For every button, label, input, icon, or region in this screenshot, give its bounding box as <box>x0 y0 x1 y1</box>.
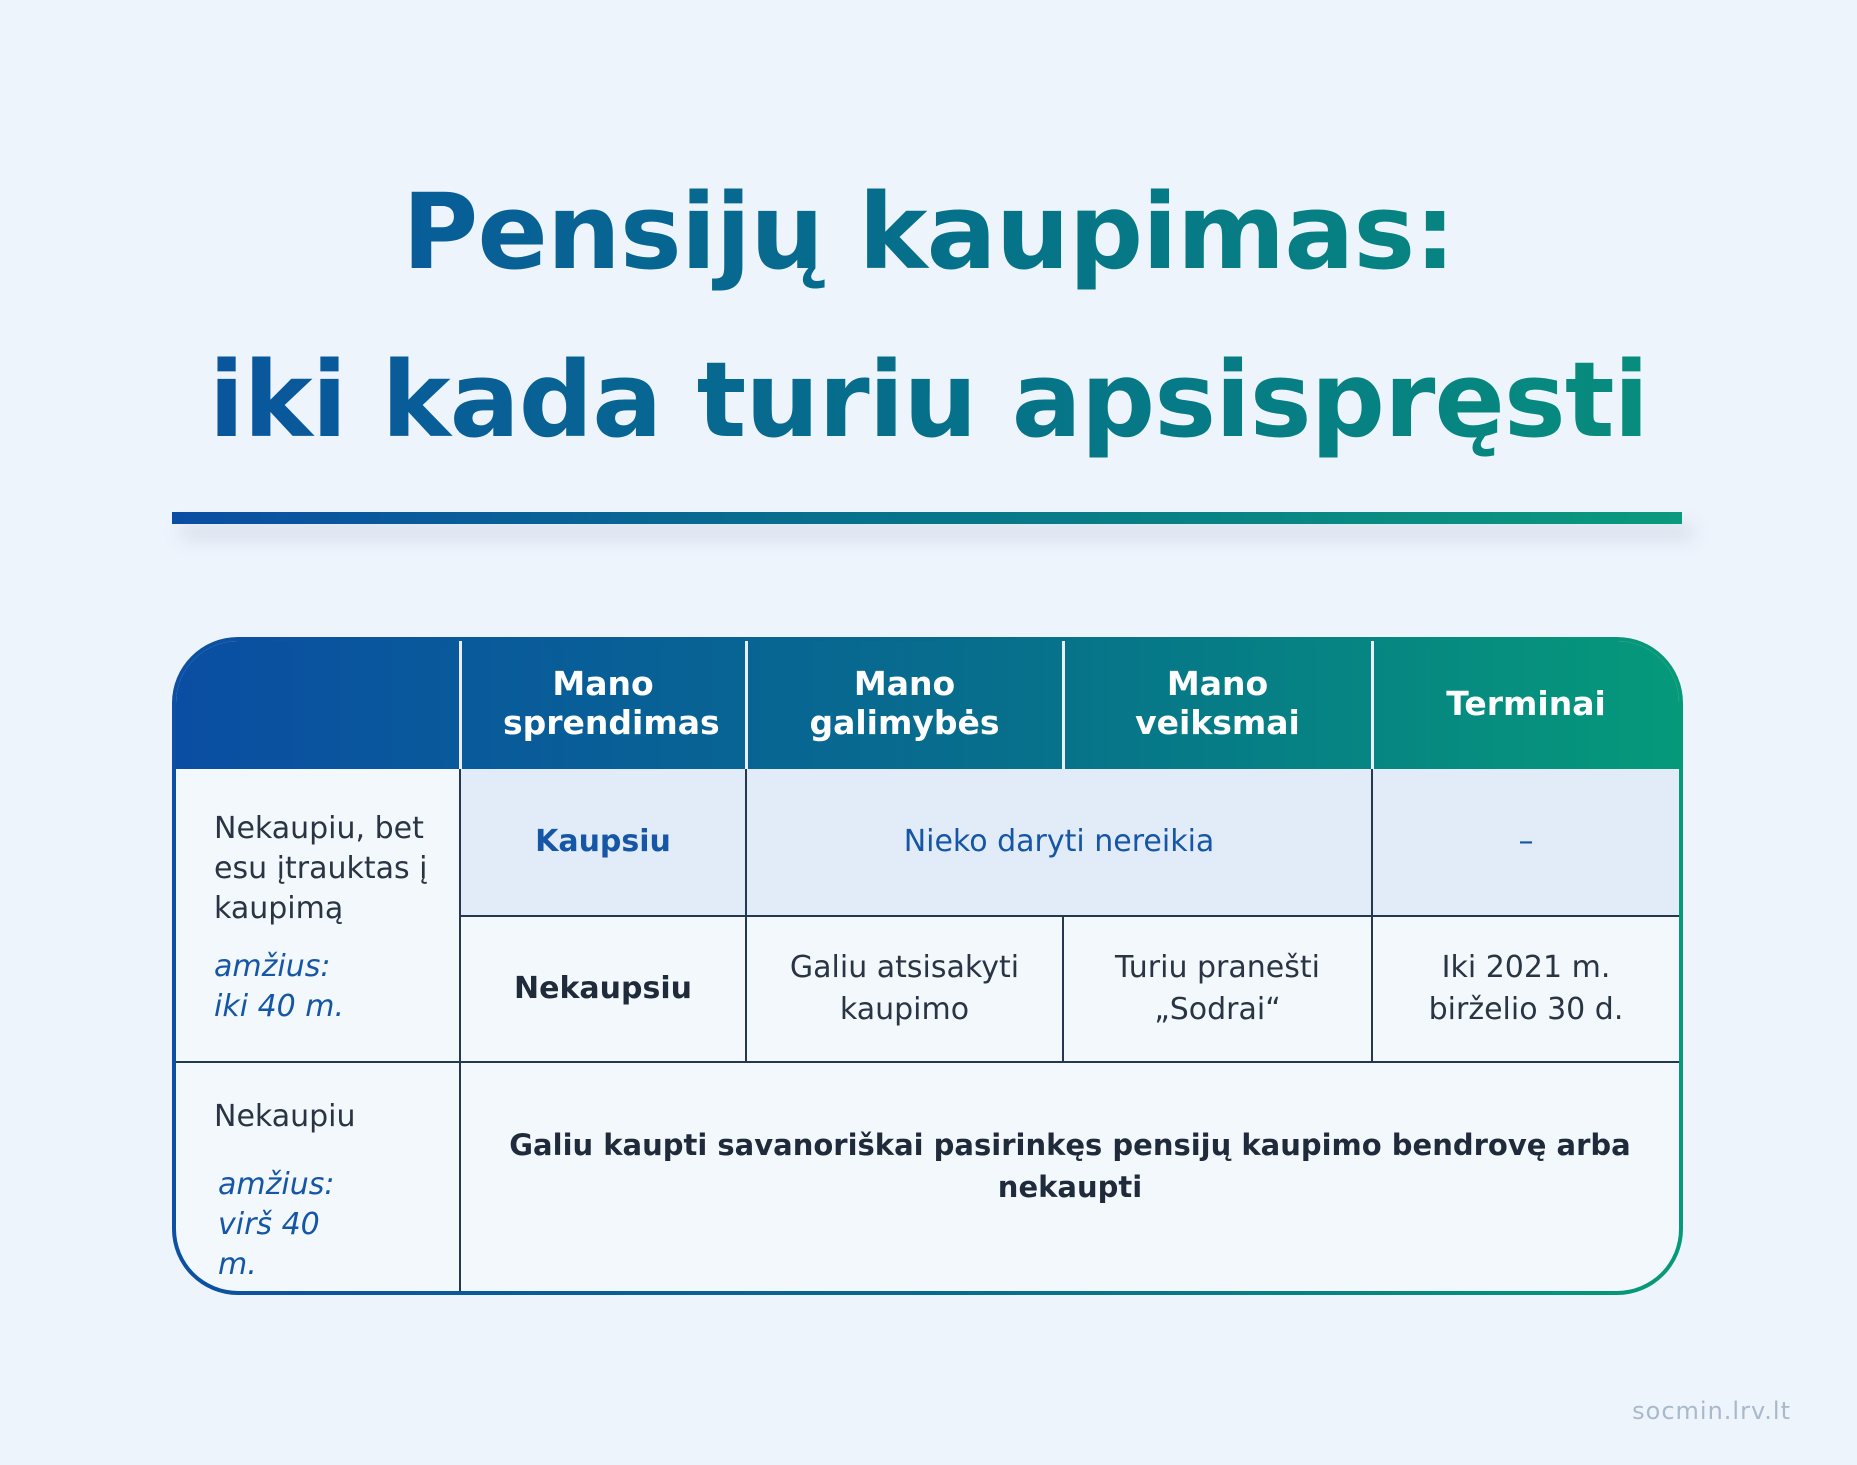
header-options: Mano galimybės <box>809 664 1000 742</box>
pension-table-body <box>176 641 1679 1291</box>
decision-kaupsiu: Kaupsiu <box>535 824 671 859</box>
title-line-2: iki kada turiu apsispręsti <box>208 339 1649 461</box>
group1-label: Nekaupiu, bet esu įtrauktas į kaupimą <box>214 811 428 926</box>
title-divider <box>172 512 1682 524</box>
group2-label: Nekaupiu <box>214 1099 356 1134</box>
nothing-to-do: Nieko daryti nereikia <box>903 824 1215 859</box>
page-title <box>0 148 1857 484</box>
deadline-date: Iki 2021 m. birželio 30 d. <box>1428 950 1624 1027</box>
pension-table <box>172 637 1683 1295</box>
action-notify-sodra: Turiu pranešti „Sodrai“ <box>1115 950 1320 1027</box>
header-actions: Mano veiksmai <box>1135 664 1300 742</box>
title-line-1: Pensijų kaupimas: <box>402 171 1455 293</box>
decision-nekaupsiu: Nekaupsiu <box>514 971 692 1006</box>
deadline-none: – <box>1518 824 1534 859</box>
header-decision: Mano sprendimas <box>503 664 720 742</box>
option-opt-out: Galiu atsisakyti kaupimo <box>789 950 1020 1027</box>
group1-age: amžius: iki 40 m. <box>214 949 345 1024</box>
group2-age: amžius: virš 40 m. <box>218 1167 335 1282</box>
header-deadlines: Terminai <box>1446 683 1606 723</box>
voluntary-savings: Galiu kaupti savanoriškai pasirinkęs pensijų kaupimo bendrovę arba nekaupti <box>509 1128 1631 1204</box>
footer-source: socmin.lrv.lt <box>1632 1397 1791 1425</box>
